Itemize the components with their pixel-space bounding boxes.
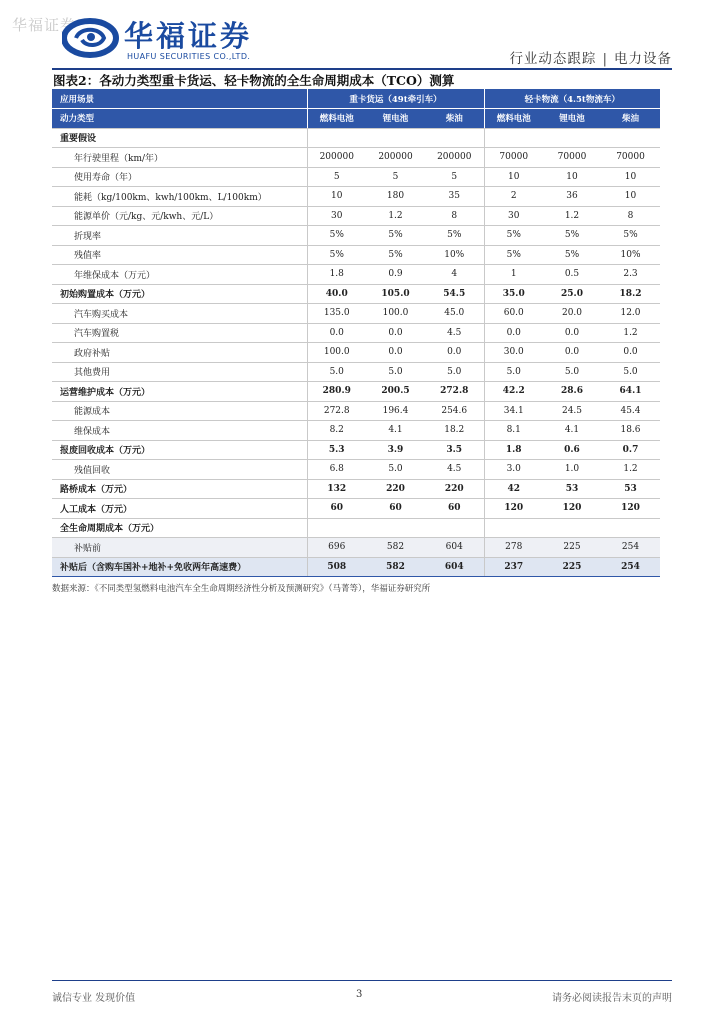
header-separator: | (602, 51, 608, 67)
table-cell: 30 (484, 206, 543, 226)
table-cell: 70000 (601, 148, 660, 168)
table-cell: 200.5 (366, 382, 425, 402)
figure-title: 图表2：各动力类型重卡货运、轻卡物流的全生命周期成本（TCO）测算 (53, 73, 455, 88)
table-cell: 254.6 (425, 401, 484, 421)
table-cell: 225 (543, 557, 601, 577)
table-cell: 53 (543, 479, 601, 499)
table-cell: 10% (601, 245, 660, 265)
table-cell: 5% (366, 226, 425, 246)
table-cell (543, 518, 601, 538)
table-cell: 1 (484, 265, 543, 285)
table-cell: 25.0 (543, 284, 601, 304)
table-cell: 582 (366, 538, 425, 558)
header-cell-light-truck: 轻卡物流（4.5t物流车） (484, 89, 660, 109)
row-label: 能源单价（元/kg、元/kwh、元/L） (52, 206, 307, 226)
table-row (52, 206, 660, 226)
table-cell (601, 518, 660, 538)
table-row (52, 401, 660, 421)
table-cell: 5% (425, 226, 484, 246)
logo-english-name: HUAFU SECURITIES CO.,LTD. (127, 52, 251, 61)
table-cell: 2.3 (601, 265, 660, 285)
row-label: 残值率 (52, 245, 307, 265)
table-cell: 18.2 (601, 284, 660, 304)
row-label: 折现率 (52, 226, 307, 246)
table-cell: 10 (601, 167, 660, 187)
page-number: 3 (356, 989, 363, 1000)
table-cell: 4.1 (543, 421, 601, 441)
table-cell: 220 (425, 479, 484, 499)
row-label: 维保成本 (52, 421, 307, 441)
footer-slogan: 诚信专业 发现价值 (52, 993, 136, 1004)
sector-label: 电力设备 (614, 51, 672, 67)
table-row (52, 557, 660, 577)
table-cell: 582 (366, 557, 425, 577)
table-cell: 10 (601, 187, 660, 207)
table-cell: 8.1 (484, 421, 543, 441)
table-cell: 200000 (425, 148, 484, 168)
row-label: 运营维护成本（万元） (52, 382, 307, 402)
table-cell: 36 (543, 187, 601, 207)
table-cell: 10% (425, 245, 484, 265)
table-cell: 0.9 (366, 265, 425, 285)
watermark-text: 华福证券 (12, 16, 77, 34)
table-cell: 42.2 (484, 382, 543, 402)
table-cell: 24.5 (543, 401, 601, 421)
table-cell: 3.0 (484, 460, 543, 480)
table-cell: 40.0 (307, 284, 366, 304)
table-cell: 254 (601, 538, 660, 558)
table-cell: 10 (543, 167, 601, 187)
table-cell: 0.0 (484, 323, 543, 343)
table-row (52, 148, 660, 168)
table-cell: 4.1 (366, 421, 425, 441)
table-cell: 120 (601, 499, 660, 519)
table-cell: 8.2 (307, 421, 366, 441)
tco-table (52, 89, 660, 577)
table-cell: 5% (307, 245, 366, 265)
table-cell: 0.0 (307, 323, 366, 343)
table-cell: 4 (425, 265, 484, 285)
data-source-note: 数据来源：《不同类型氢燃料电池汽车全生命周期经济性分析及预测研究》（马菁等），华福证券研究所 (52, 584, 431, 594)
table-cell: 0.0 (601, 343, 660, 363)
row-label: 残值回收 (52, 460, 307, 480)
table-cell: 105.0 (366, 284, 425, 304)
table-cell: 3.5 (425, 440, 484, 460)
row-label: 政府补贴 (52, 343, 307, 363)
table-cell: 0.0 (366, 323, 425, 343)
header-cell-heavy-truck: 重卡货运（49t牵引车） (307, 89, 484, 109)
table-cell (307, 128, 366, 148)
table-row (52, 460, 660, 480)
table-cell: 5.0 (543, 362, 601, 382)
huafu-logo-icon (62, 18, 120, 58)
row-label: 其他费用 (52, 362, 307, 382)
table-cell: 132 (307, 479, 366, 499)
table-row (52, 343, 660, 363)
table-cell: 1.2 (601, 460, 660, 480)
table-cell: 0.7 (601, 440, 660, 460)
row-label: 能耗（kg/100km、kwh/100km、L/100km） (52, 187, 307, 207)
table-cell: 18.2 (425, 421, 484, 441)
table-cell: 10 (307, 187, 366, 207)
table-cell: 272.8 (307, 401, 366, 421)
table-row (52, 265, 660, 285)
table-cell: 20.0 (543, 304, 601, 324)
table-cell: 30 (307, 206, 366, 226)
table-cell: 5.3 (307, 440, 366, 460)
table-cell: 1.8 (484, 440, 543, 460)
table-row (52, 382, 660, 402)
table-cell: 60 (425, 499, 484, 519)
table-cell: 8 (425, 206, 484, 226)
table-cell: 0.0 (543, 323, 601, 343)
table-cell: 1.2 (366, 206, 425, 226)
table-cell: 120 (484, 499, 543, 519)
table-cell: 196.4 (366, 401, 425, 421)
table-cell: 180 (366, 187, 425, 207)
table-cell: 35 (425, 187, 484, 207)
table-cell: 18.6 (601, 421, 660, 441)
table-row (52, 440, 660, 460)
table-cell: 12.0 (601, 304, 660, 324)
table-cell: 5.0 (484, 362, 543, 382)
footer-divider (52, 980, 672, 981)
table-row (52, 362, 660, 382)
header-cell-lithium: 锂电池 (543, 109, 601, 129)
table-cell: 5% (543, 245, 601, 265)
row-label: 人工成本（万元） (52, 499, 307, 519)
table-cell: 604 (425, 557, 484, 577)
table-row (52, 421, 660, 441)
table-cell: 1.8 (307, 265, 366, 285)
table-cell: 0.5 (543, 265, 601, 285)
table-cell (307, 518, 366, 538)
table-cell: 5.0 (307, 362, 366, 382)
row-label: 路桥成本（万元） (52, 479, 307, 499)
table-cell: 30.0 (484, 343, 543, 363)
header-cell-scenario: 应用场景 (52, 89, 307, 109)
table-cell (425, 128, 484, 148)
table-header-scenario-row (52, 89, 660, 109)
table-cell: 64.1 (601, 382, 660, 402)
table-cell (366, 518, 425, 538)
table-cell: 42 (484, 479, 543, 499)
table-cell: 70000 (543, 148, 601, 168)
table-cell: 53 (601, 479, 660, 499)
table-cell: 200000 (307, 148, 366, 168)
table-cell: 3.9 (366, 440, 425, 460)
table-cell: 100.0 (307, 343, 366, 363)
document-category (509, 47, 672, 67)
table-cell: 508 (307, 557, 366, 577)
header-cell-fuel-cell: 燃料电池 (307, 109, 366, 129)
table-cell (484, 128, 543, 148)
table-cell: 8 (601, 206, 660, 226)
table-cell: 54.5 (425, 284, 484, 304)
row-label: 使用寿命（年） (52, 167, 307, 187)
table-cell: 1.2 (543, 206, 601, 226)
table-cell: 5 (366, 167, 425, 187)
row-label: 能源成本 (52, 401, 307, 421)
header-cell-diesel: 柴油 (601, 109, 660, 129)
row-label: 补贴后（含购车国补+地补+免收两年高速费） (52, 557, 307, 577)
table-cell: 60.0 (484, 304, 543, 324)
table-cell: 60 (366, 499, 425, 519)
table-cell: 5 (425, 167, 484, 187)
header-cell-diesel: 柴油 (425, 109, 484, 129)
table-row (52, 245, 660, 265)
header-cell-power-type: 动力类型 (52, 109, 307, 129)
table-cell (425, 518, 484, 538)
table-cell: 604 (425, 538, 484, 558)
table-cell: 5% (484, 226, 543, 246)
row-label: 全生命周期成本（万元） (52, 518, 307, 538)
table-cell: 6.8 (307, 460, 366, 480)
table-cell: 4.5 (425, 460, 484, 480)
table-cell: 5% (307, 226, 366, 246)
row-label: 年维保成本（万元） (52, 265, 307, 285)
table-cell: 0.0 (425, 343, 484, 363)
table-cell: 34.1 (484, 401, 543, 421)
header-cell-fuel-cell: 燃料电池 (484, 109, 543, 129)
row-label: 年行驶里程（km/年） (52, 148, 307, 168)
table-cell: 225 (543, 538, 601, 558)
table-cell: 280.9 (307, 382, 366, 402)
table-cell: 60 (307, 499, 366, 519)
table-cell: 135.0 (307, 304, 366, 324)
table-row (52, 284, 660, 304)
logo-chinese-name: 华福证券 (124, 19, 253, 53)
table-row (52, 187, 660, 207)
table-row (52, 128, 660, 148)
table-row (52, 538, 660, 558)
table-cell: 1.0 (543, 460, 601, 480)
table-cell: 10 (484, 167, 543, 187)
table-cell: 200000 (366, 148, 425, 168)
table-cell: 5.0 (366, 460, 425, 480)
table-cell: 5% (484, 245, 543, 265)
table-row (52, 167, 660, 187)
table-cell: 5.0 (366, 362, 425, 382)
table-cell: 45.0 (425, 304, 484, 324)
header-cell-lithium: 锂电池 (366, 109, 425, 129)
table-cell: 5.0 (425, 362, 484, 382)
table-cell: 5% (543, 226, 601, 246)
table-cell: 278 (484, 538, 543, 558)
table-cell: 1.2 (601, 323, 660, 343)
table-row (52, 323, 660, 343)
table-cell: 28.6 (543, 382, 601, 402)
table-cell: 4.5 (425, 323, 484, 343)
table-cell: 35.0 (484, 284, 543, 304)
row-label: 初始购置成本（万元） (52, 284, 307, 304)
table-cell: 5% (601, 226, 660, 246)
table-cell: 2 (484, 187, 543, 207)
table-row (52, 304, 660, 324)
row-label: 汽车购买成本 (52, 304, 307, 324)
table-cell: 0.0 (366, 343, 425, 363)
table-cell: 5% (366, 245, 425, 265)
table-cell: 5.0 (601, 362, 660, 382)
table-cell (366, 128, 425, 148)
table-cell (601, 128, 660, 148)
table-cell: 0.0 (543, 343, 601, 363)
table-row (52, 479, 660, 499)
table-cell (543, 128, 601, 148)
table-cell: 70000 (484, 148, 543, 168)
table-cell: 696 (307, 538, 366, 558)
table-cell: 0.6 (543, 440, 601, 460)
table-header-power-row (52, 109, 660, 129)
table-cell: 254 (601, 557, 660, 577)
footer-disclaimer: 请务必阅读报告末页的声明 (552, 993, 672, 1004)
table-cell: 220 (366, 479, 425, 499)
table-cell: 5 (307, 167, 366, 187)
table-row (52, 499, 660, 519)
row-label: 汽车购置税 (52, 323, 307, 343)
table-row (52, 518, 660, 538)
table-cell: 120 (543, 499, 601, 519)
table-cell: 237 (484, 557, 543, 577)
row-label: 报废回收成本（万元） (52, 440, 307, 460)
table-cell: 272.8 (425, 382, 484, 402)
header-divider (52, 68, 672, 70)
row-label: 重要假设 (52, 128, 307, 148)
doc-type-label: 行业动态跟踪 (509, 51, 597, 67)
row-label: 补贴前 (52, 538, 307, 558)
table-cell (484, 518, 543, 538)
table-cell: 45.4 (601, 401, 660, 421)
table-row (52, 226, 660, 246)
table-cell: 100.0 (366, 304, 425, 324)
